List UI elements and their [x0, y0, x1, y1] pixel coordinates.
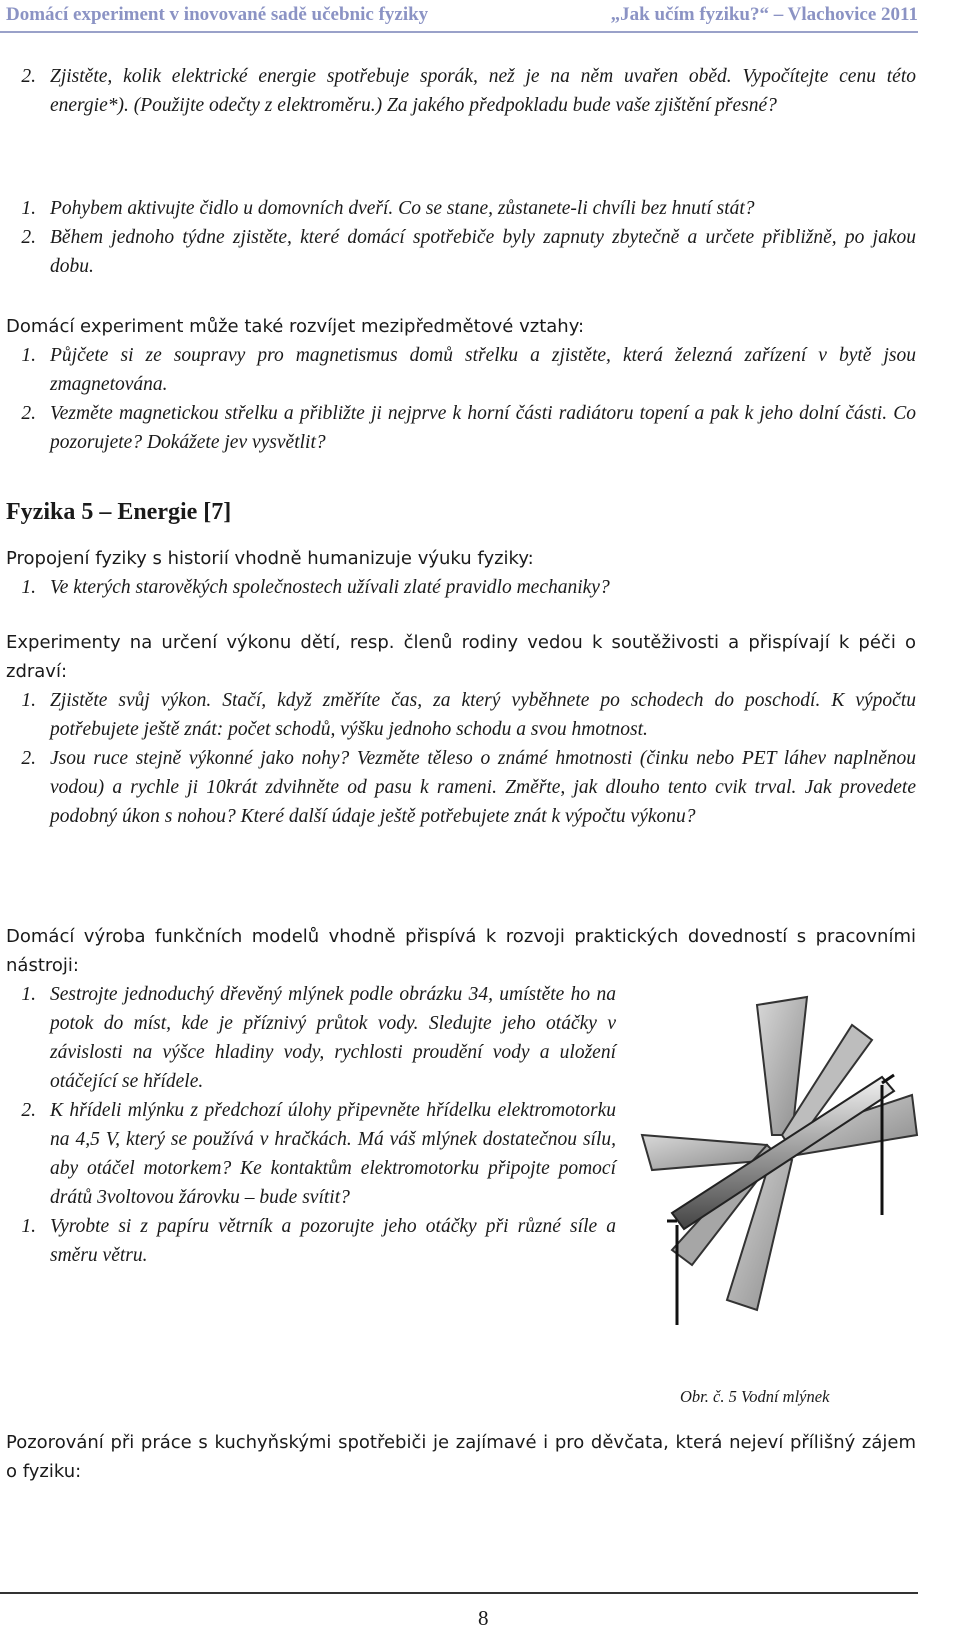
- history-heading: Propojení fyziky s historií vhodně humanizuje výuku fyziky:: [6, 548, 534, 569]
- list-item: 1. Půjčete si ze soupravy pro magnetismus domů střelku a zjistěte, která železná zařízení v bytě jsou zmagnetována.: [21, 345, 916, 395]
- models-list: [6, 980, 616, 1270]
- list-item: 2. Vezměte magnetickou střelku a přibližte ji nejprve k horní části radiátoru topení a pak k jeho dolní části. Co pozorujete? Dokážete jev vysvětlit?: [21, 403, 916, 453]
- header-conference: „Jak učím fyziku?“ – Vlachovice 2011: [610, 4, 918, 25]
- kitchen-block: [6, 1428, 916, 1486]
- list-item: 1. Zjistěte svůj výkon. Stačí, když změříte čas, za který vyběhnete po schodech do poschodí. K výpočtu potřebujete ještě znát: počet schodů, výšku jednoho schodu a svou hmotnost.: [21, 690, 916, 740]
- water-mill-figure: [632, 985, 922, 1325]
- interdisciplinary-block: [6, 312, 916, 457]
- list-item: 1. Vyrobte si z papíru větrník a pozorujte jeho otáčky při různé síle a směru větru.: [21, 1216, 616, 1266]
- header-title: Domácí experiment v inovované sadě učebnic fyziky: [6, 4, 429, 25]
- section-heading: Domácí experiment může také rozvíjet mezipředmětové vztahy:: [6, 316, 585, 337]
- list-item: 2. Zjistěte, kolik elektrické energie spotřebuje sporák, než je na něm uvařen oběd. Vypočítejte cenu této energie*). (Použijte odečty z elektroměru.) Za jakého předpokladu bude vaše zjištění přesné?: [21, 66, 916, 116]
- item-text: Půjčete si ze soupravy pro magnetismus domů střelku a zjistěte, která železná zařízení v bytě jsou zmagnetována.: [50, 345, 916, 395]
- footer-rule: [0, 1592, 918, 1594]
- page-header: [0, 0, 918, 32]
- item-text: Jsou ruce stejně výkonné jako nohy? Vezměte těleso o známé hmotnosti (činku nebo PET láhev naplněnou vodou) a rychle ji 10krát zdvihněte od pasu k rameni. Změřte, jak dlouho tento cvik trval. Jak provedete podobný úkon s nohou? Které další údaje ještě potřebujete znát k výpočtu výkonu?: [50, 748, 916, 827]
- kitchen-heading: Pozorování při práce s kuchyňskými spotřebiči je zajímavé i pro děvčata, která nejeví přílišný zájem o fyziku:: [6, 1432, 916, 1482]
- power-block: [6, 628, 916, 831]
- item-text: Vyrobte si z papíru větrník a pozorujte jeho otáčky při různé síle a směru větru.: [50, 1216, 616, 1266]
- block1: [6, 62, 916, 120]
- list-item: 1. Pohybem aktivujte čidlo u domovních dveří. Co se stane, zůstanete-li chvíli bez hnutí stát?: [21, 198, 755, 219]
- item-text: Ve kterých starověkých společnostech užívali zlaté pravidlo mechaniky?: [50, 577, 610, 598]
- item-text: Zjistěte, kolik elektrické energie spotřebuje sporák, než je na něm uvařen oběd. Vypočítejte cenu této energie*). (Použijte odečty z elektroměru.) Za jakého předpokladu bude vaše zjištění přesné?: [50, 66, 916, 116]
- item-text: Vezměte magnetickou střelku a přibližte ji nejprve k horní části radiátoru topení a pak k jeho dolní části. Co pozorujete? Dokážete jev vysvětlit?: [50, 403, 916, 453]
- models-heading: Domácí výroba funkčních modelů vhodně přispívá k rozvoji praktických dovedností s pracovními nástroji:: [6, 926, 916, 976]
- power-heading: Experimenty na určení výkonu dětí, resp. členů rodiny vedou k soutěživosti a přispívají k péči o zdraví:: [6, 632, 916, 682]
- item-text: Sestrojte jednoduchý dřevěný mlýnek podle obrázku 34, umístěte ho na potok do míst, kde je příznivý průtok vody. Sledujte jeho otáčky v závislosti na výšce hladiny vody, rychlosti proudění vody a uložení otáčející se hřídele.: [50, 984, 616, 1092]
- item-text: K hřídeli mlýnku z předchozí úlohy připevněte hřídelku elektromotorku na 4,5 V, který se používá v hračkách. Má váš mlýnek dostatečnou sílu, aby otáčel motorkem? Ke kontaktům elektromotorku připojte pomocí drátů 3voltovou žárovku – bude svítit?: [50, 1100, 616, 1208]
- item-text: Zjistěte svůj výkon. Stačí, když změříte čas, za který vyběhnete po schodech do poschodí. K výpočtu potřebujete ještě znát: počet schodů, výšku jednoho schodu a svou hmotnost.: [50, 690, 916, 740]
- history-block: [6, 544, 916, 602]
- list-item: 1. Ve kterých starověkých společnostech užívali zlaté pravidlo mechaniky?: [21, 577, 610, 598]
- section-title-block: [6, 498, 916, 527]
- list-item: 1. Sestrojte jednoduchý dřevěný mlýnek podle obrázku 34, umístěte ho na potok do míst, kde je příznivý průtok vody. Sledujte jeho otáčky v závislosti na výšce hladiny vody, rychlosti proudění vody a uložení otáčející se hřídele.: [21, 984, 616, 1092]
- header-rule: [0, 31, 918, 33]
- page-number: 8: [478, 1606, 489, 1630]
- block2: [6, 194, 916, 281]
- models-block: [6, 922, 916, 980]
- section-title: Fyzika 5 – Energie [7]: [6, 499, 232, 525]
- list-item: 2. Jsou ruce stejně výkonné jako nohy? Vezměte těleso o známé hmotnosti (činku nebo PET láhev naplněnou vodou) a rychle ji 10krát zdvihněte od pasu k rameni. Změřte, jak dlouho tento cvik trval. Jak provedete podobný úkon s nohou? Které další údaje ještě potřebujete znát k výpočtu výkonu?: [21, 748, 916, 827]
- figure-caption: Obr. č. 5 Vodní mlýnek: [680, 1387, 830, 1406]
- item-text: Pohybem aktivujte čidlo u domovních dveří. Co se stane, zůstanete-li chvíli bez hnutí stát?: [50, 198, 755, 219]
- list-item: 2. Během jednoho týdne zjistěte, které domácí spotřebiče byly zapnuty zbytečně a určete přibližně, po jakou dobu.: [21, 227, 916, 277]
- list-item: 2. K hřídeli mlýnku z předchozí úlohy připevněte hřídelku elektromotorku na 4,5 V, který se používá v hračkách. Má váš mlýnek dostatečnou sílu, aby otáčel motorkem? Ke kontaktům elektromotorku připojte pomocí drátů 3voltovou žárovku – bude svítit?: [21, 1100, 616, 1208]
- item-text: Během jednoho týdne zjistěte, které domácí spotřebiče byly zapnuty zbytečně a určete přibližně, po jakou dobu.: [50, 227, 916, 277]
